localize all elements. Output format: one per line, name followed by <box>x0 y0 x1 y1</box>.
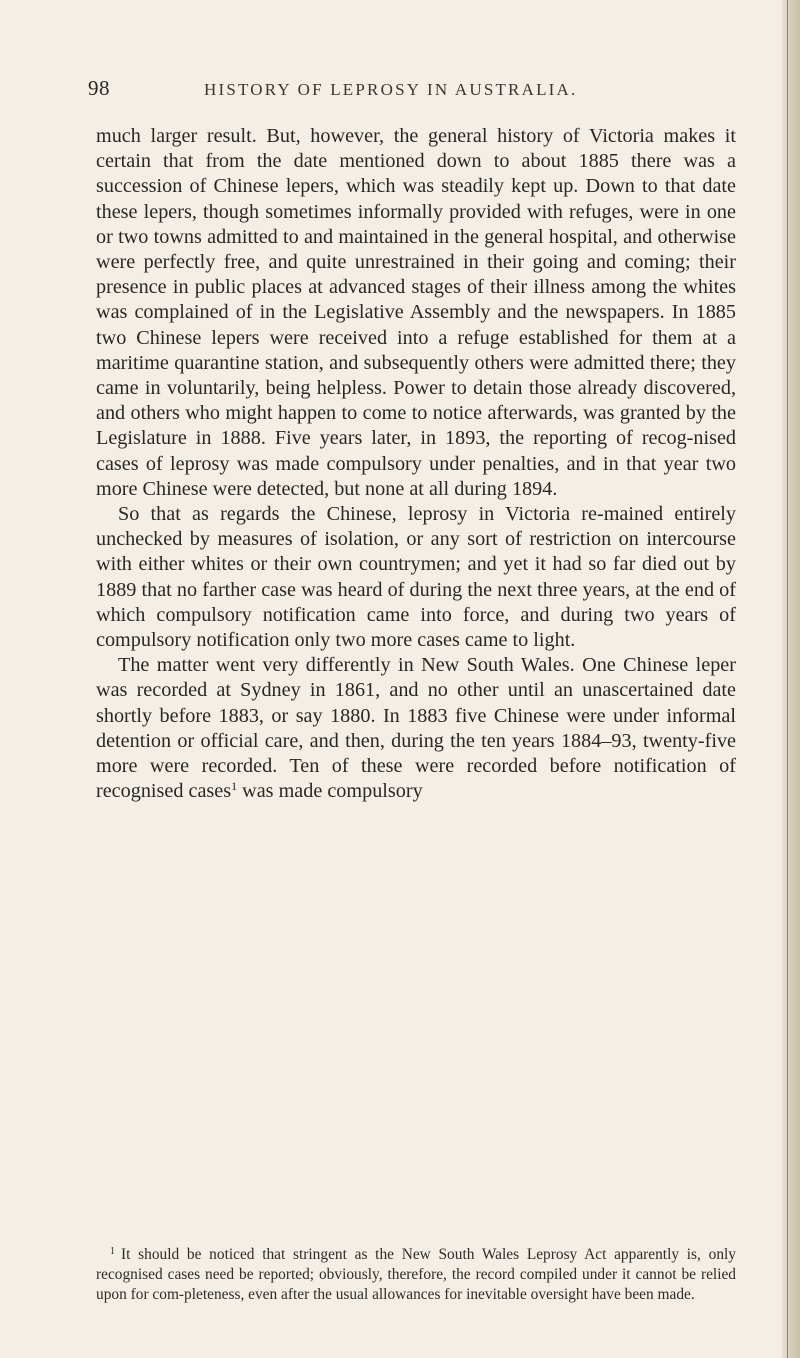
paragraph-3-text: The matter went very differently in New South Wales. One Chinese leper was recorded at Sydney in 1861, and no other until an unascertained date shortly before 1883, or say 1880. In 1883 five Chinese were under informal detention or official care, and then, during the ten years 1884–93, twenty-five more were recorded. Ten of these were recorded before notification of recognised cases <box>96 654 736 803</box>
page-edge-line <box>787 0 788 1358</box>
paragraph-2 <box>96 502 736 653</box>
footnote-mark: 1 <box>110 1246 115 1257</box>
footnote-paragraph <box>96 1245 736 1305</box>
running-head: HISTORY OF LEPROSY IN AUSTRALIA. <box>204 80 578 99</box>
paragraph-1-text: much larger result. But, however, the general history of Victoria makes it certain that from the date mentioned down to about 1885 there was a succession of Chinese lepers, which was steadily kept up. Down to that date these lepers, though sometimes informally provided with refuges, were in one or two towns admitted to and maintained in the general hospital, and otherwise were perfectly free, and quite unrestrained in their going and coming; their presence in public places at advanced stages of their illness among the whites was complained of in the Legislative Assembly and the newspapers. In 1885 two Chinese lepers were received into a refuge established for them at a maritime quarantine station, and subsequently others were admitted there; they came in voluntarily, being helpless. Power to detain those already discovered, and others who might happen to come to notice afterwards, was granted by the Legislature in 1888. Five years later, in 1893, the reporting of recog-nised cases of leprosy was made compulsory under penalties, and in that year two more Chinese were detected, but none at all during 1894. <box>96 125 736 500</box>
page-gutter-shadow <box>782 0 800 1358</box>
paragraph-3-text-after: was made compulsory <box>237 780 423 803</box>
footnote-reference: 1 <box>231 779 238 794</box>
paragraph-1 <box>96 124 736 502</box>
footnote-text: It should be noticed that stringent as the New South Wales Leprosy Act apparently is, only recognised cases need be reported; obviously, therefore, the record compiled under it cannot be relied upon for com-pleteness, even after the usual allowances for inevitable oversight have been made. <box>96 1246 736 1303</box>
page-header <box>88 76 748 106</box>
paragraph-2-text: So that as regards the Chinese, leprosy in Victoria re-mained entirely unchecked by measures of isolation, or any sort of restriction on intercourse with either whites or their own countrymen; and yet it had so far died out by 1889 that no farther case was heard of during the next three years, at the end of which compulsory notification came into force, and during two years of compulsory notification only two more cases came to light. <box>96 503 736 652</box>
footnote <box>96 1245 736 1305</box>
page-number: 98 <box>88 76 110 100</box>
paragraph-3 <box>96 653 736 804</box>
body-text <box>96 124 736 804</box>
